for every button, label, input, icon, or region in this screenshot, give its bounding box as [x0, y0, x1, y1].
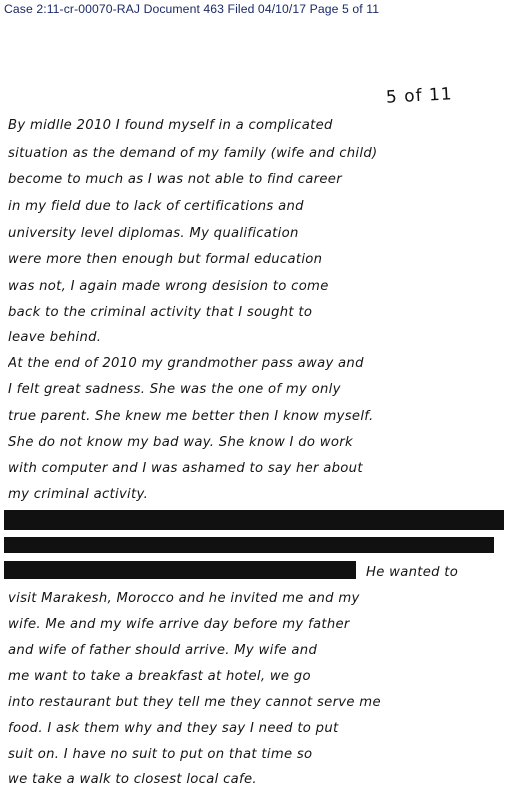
redaction-bar: [4, 510, 504, 530]
handwritten-line: food. I ask them why and they say I need to put: [8, 721, 339, 736]
handwritten-line: situation as the demand of my family (wife and child): [8, 146, 378, 161]
handwritten-line: with computer and I was ashamed to say her about: [8, 461, 363, 476]
handwritten-line: university level diplomas. My qualification: [8, 226, 299, 241]
handwritten-line: suit on. I have no suit to put on that time so: [8, 747, 313, 762]
redaction-bar: [4, 561, 356, 579]
handwritten-line: visit Marakesh, Morocco and he invited me and my: [8, 591, 360, 606]
handwritten-line: He wanted to: [366, 565, 459, 580]
handwritten-line: She do not know my bad way. She know I do work: [8, 435, 353, 450]
handwritten-line: At the end of 2010 my grandmother pass away and: [8, 356, 364, 371]
handwritten-line: true parent. She knew me better then I know myself.: [8, 409, 374, 424]
handwritten-line: wife. Me and my wife arrive day before my father: [8, 617, 350, 632]
handwritten-line: By midlle 2010 I found myself in a complicated: [8, 118, 333, 133]
handwritten-line: into restaurant but they tell me they cannot serve me: [8, 695, 381, 710]
handwritten-line: were more then enough but formal education: [8, 252, 323, 267]
court-filing-header: Case 2:11-cr-00070-RAJ Document 463 Filed 04/10/17 Page 5 of 11: [4, 2, 380, 16]
handwritten-line: and wife of father should arrive. My wife and: [8, 643, 318, 658]
handwritten-line: back to the criminal activity that I sought to: [8, 305, 313, 320]
handwritten-line: me want to take a breakfast at hotel, we go: [8, 669, 311, 684]
handwritten-line: become to much as I was not able to find career: [8, 172, 342, 187]
handwritten-line: was not, I again made wrong desision to come: [8, 279, 329, 294]
redaction-bar: [4, 537, 494, 553]
handwritten-line: my criminal activity.: [8, 487, 149, 502]
handwritten-line: in my field due to lack of certifications and: [8, 199, 304, 214]
handwritten-line: we take a walk to closest local cafe.: [8, 772, 257, 787]
handwritten-line: I felt great sadness. She was the one of my only: [8, 382, 341, 397]
handwritten-line: leave behind.: [8, 330, 102, 345]
handwritten-page-number: 5 of 11: [385, 84, 454, 108]
